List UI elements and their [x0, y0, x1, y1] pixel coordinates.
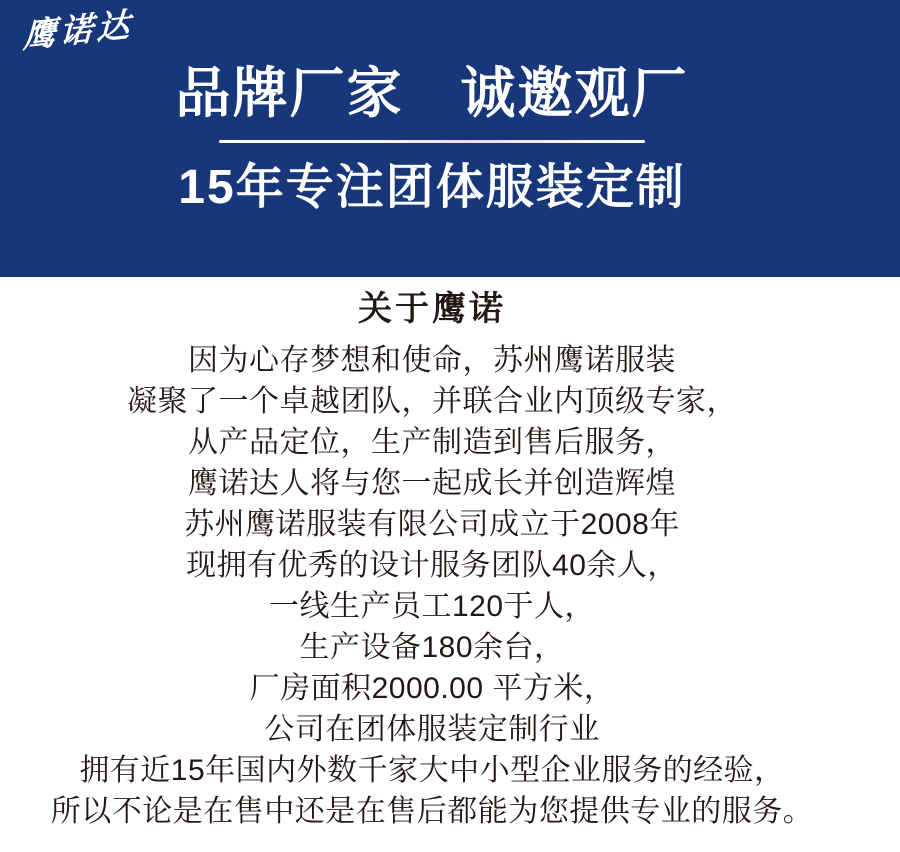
about-line: 从产品定位，生产制造到售后服务， — [188, 426, 676, 459]
about-line: 生产设备180余台， — [299, 631, 565, 664]
about-line: 鹰诺达人将与您一起成长并创造辉煌 — [188, 467, 676, 500]
about-line: 厂房面积2000.00 平方米， — [249, 672, 615, 705]
brand-logo: 鹰诺达 — [22, 5, 135, 55]
about-line: 公司在团体服装定制行业 — [264, 713, 600, 746]
about-line: 苏州鹰诺服装有限公司成立于2008年 — [184, 508, 680, 541]
about-paragraph — [0, 340, 864, 832]
about-line: 所以不论是在售中还是在售后都能为您提供专业的服务。 — [50, 795, 814, 828]
about-line: 现拥有优秀的设计服务团队40余人， — [186, 549, 678, 582]
hero-subtitle: 15年专注团体服装定制 — [178, 161, 686, 214]
about-line: 一线生产员工120于人， — [268, 590, 596, 623]
hero-title: 品牌厂家 诚邀观厂 — [175, 62, 689, 124]
about-line: 拥有近15年国内外数千家大中小型企业服务的经验， — [79, 754, 785, 787]
hero-divider-line — [219, 140, 645, 143]
about-heading: 关于鹰诺 — [358, 290, 506, 328]
about-line: 凝聚了一个卓越团队，并联合业内顶级专家， — [127, 385, 737, 418]
about-section — [0, 277, 864, 832]
about-line: 因为心存梦想和使命，苏州鹰诺服装 — [188, 344, 676, 377]
hero-banner — [0, 0, 900, 277]
